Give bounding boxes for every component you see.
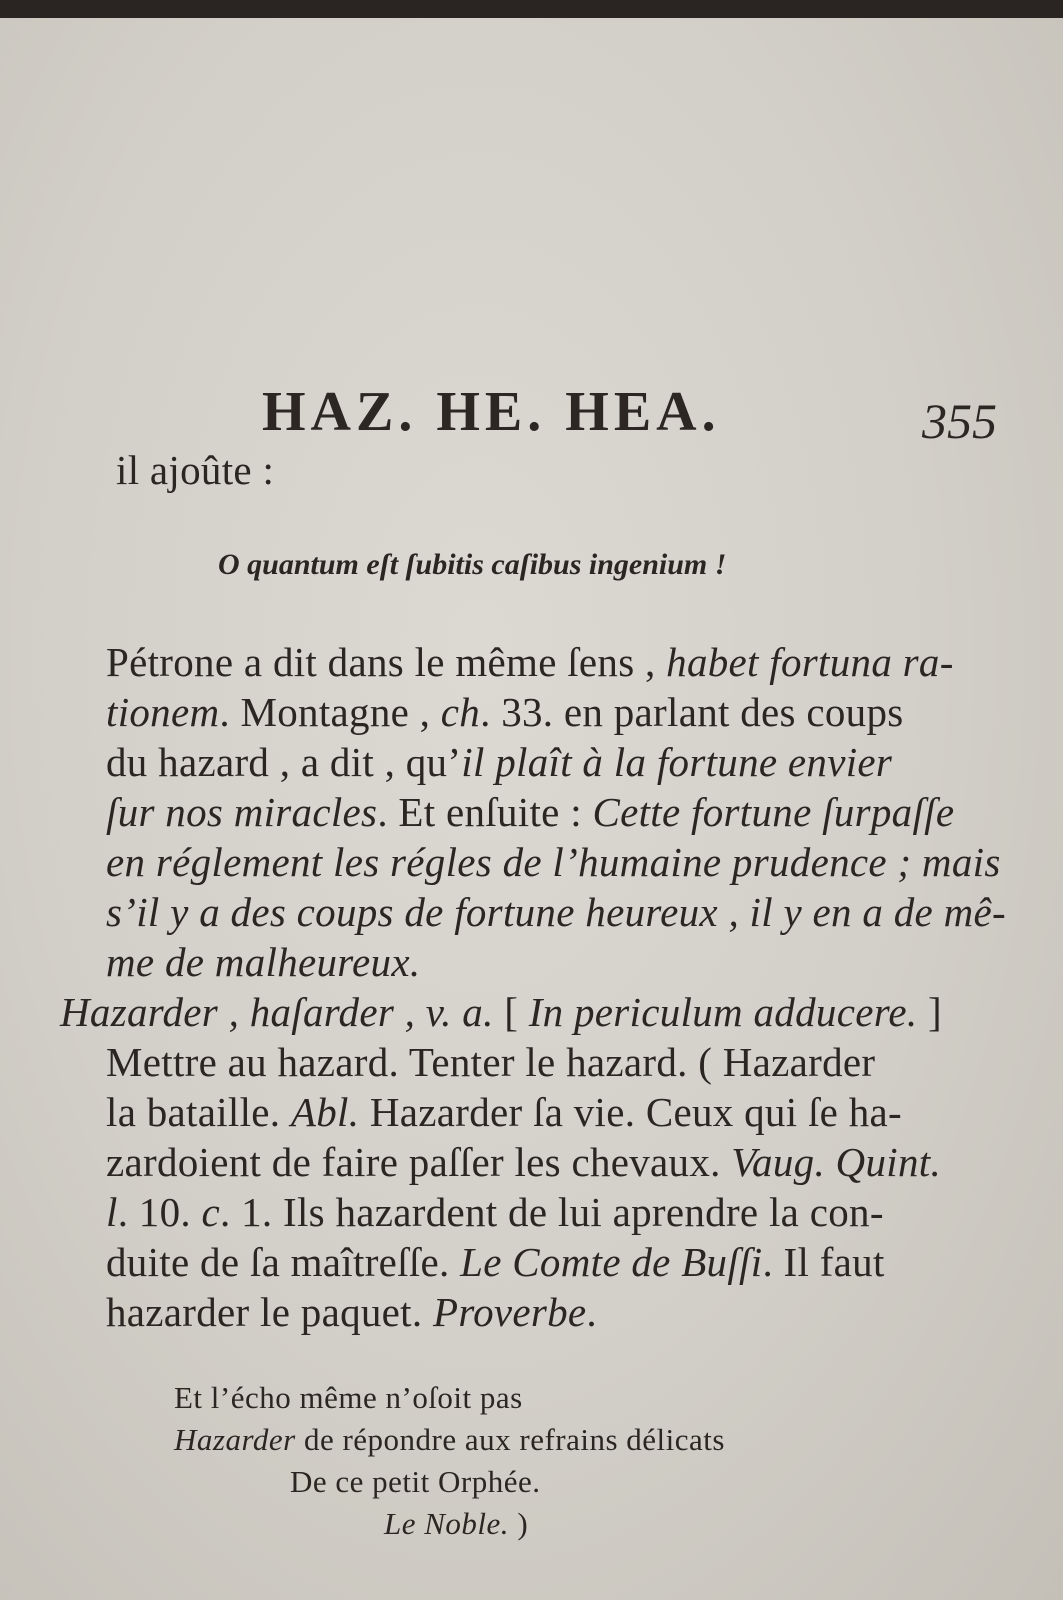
text-line [106,938,420,986]
italic-span: l [106,1189,118,1235]
text-span: . 1. Ils hazardent de lui aprendre la con- [220,1189,884,1235]
text-line [106,1138,941,1186]
text-span: . Et enſuite : [377,789,593,835]
verse-line: Et l’écho même n’oſoit pas [174,1380,523,1415]
italic-span: Cette fortune ſurpaſſe [592,789,955,835]
latin-quotation: O quantum eſt ſubitis caſibus ingenium ! [218,548,727,581]
headword: Hazarder , haſarder , v. a. [60,989,494,1035]
italic-span: Le Comte de Buſſi [460,1239,763,1285]
verse-line [174,1422,725,1458]
text-line [106,738,892,786]
text-span: . 33. en parlant des coups [480,689,904,735]
text-span: Pétrone a dit dans le même ſens , [106,639,667,685]
text-line [106,638,954,686]
italic-span: ch [440,689,481,735]
page-number: 355 [922,393,997,449]
text-span: ) [509,1506,529,1541]
text-line [106,888,1006,936]
text-line [106,1088,902,1136]
italic-span: s’il y a des coups de fortune heureux , il y en a de mê- [106,889,1006,935]
text-span: Hazarder ſa vie. Ceux qui ſe ha- [359,1089,902,1135]
text-line [106,1288,597,1336]
italic-span: ſur nos miracles [106,789,378,835]
text-line [106,688,904,736]
text-line [106,1238,885,1286]
text-span: du hazard , a dit , qu’ [106,739,462,785]
verse-line: De ce petit Orphée. [290,1464,541,1499]
text-span: . Montagne , [219,689,441,735]
text-line: il ajoûte : [116,447,275,493]
italic-span: Le Noble. [384,1506,510,1541]
italic-span: Abl. [290,1089,360,1135]
text-span: de répondre aux refrains délicats [295,1422,725,1457]
entry-headword-line [60,988,942,1036]
text-span: [ [493,989,529,1035]
text-span: la bataille. [106,1089,291,1135]
text-line [106,1188,884,1236]
text-span: ] [917,989,942,1035]
text-line: Mettre au hazard. Tenter le hazard. ( Hazarder [106,1039,876,1085]
italic-span: Vaug. Quint. [731,1139,941,1185]
text-line [106,788,954,836]
italic-span: en réglement les régles de l’humaine prudence ; mais [106,839,1001,885]
italic-span: il plaît à la fortune envier [461,739,893,785]
italic-span: me de malheureux. [106,939,421,985]
text-line [106,838,1001,886]
italic-span: Hazarder [174,1422,296,1457]
italic-span: tionem [106,689,220,735]
text-span: zardoient de faire paſſer les chevaux. [106,1139,732,1185]
book-page [0,18,1063,1600]
verse-attribution [384,1506,528,1542]
text-span: . 10. [117,1189,202,1235]
text-span: hazarder le paquet. [106,1289,433,1335]
text-span: . [586,1289,597,1335]
italic-span: In periculum adducere. [528,989,918,1035]
italic-span: c [201,1189,221,1235]
italic-span: Proverbe [432,1289,587,1335]
italic-span: habet fortuna ra- [666,639,954,685]
text-span: duite de ſa maîtreſſe. [106,1239,461,1285]
text-span: . Il faut [762,1239,885,1285]
running-header: HAZ. HE. HEA. [262,381,721,443]
